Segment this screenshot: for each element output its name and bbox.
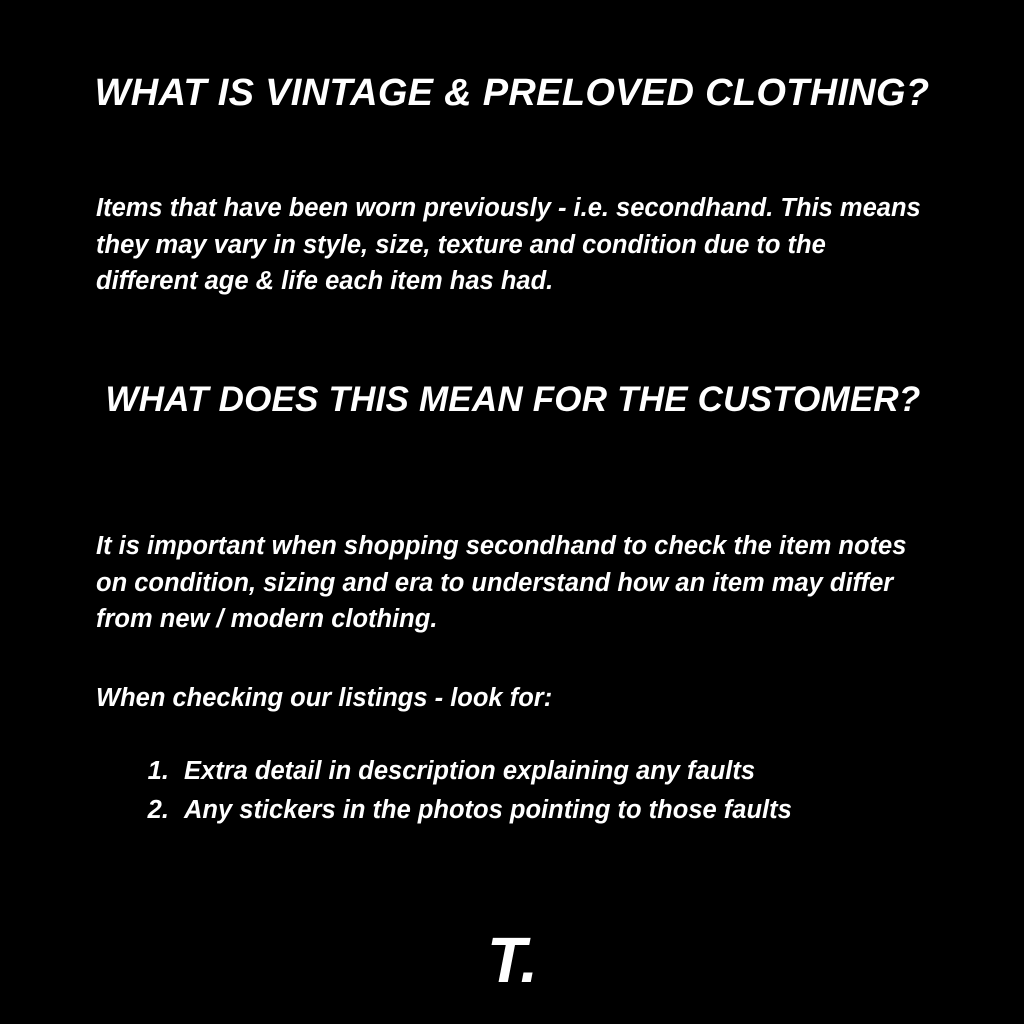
checklist-intro: When checking our listings - look for:	[96, 684, 553, 712]
list-item: 1. Extra detail in description explaining any faults	[176, 752, 996, 791]
checklist	[120, 752, 996, 830]
definition-paragraph: Items that have been worn previously - i.e. secondhand. This means they may vary in style, size, texture and condition due to the different age & life each item has had.	[96, 194, 921, 296]
advice-paragraph: It is important when shopping secondhand to check the item notes on condition, sizing and era to understand how an item may differ from new / modern clothing.	[96, 532, 907, 634]
list-item: 2. Any stickers in the photos pointing to those faults	[176, 791, 996, 830]
page-title: WHAT IS VINTAGE & PRELOVED CLOTHING?	[94, 72, 930, 114]
brand-logo: T.	[486, 924, 538, 996]
section-heading-customer: WHAT DOES THIS MEAN FOR THE CUSTOMER?	[105, 380, 921, 419]
